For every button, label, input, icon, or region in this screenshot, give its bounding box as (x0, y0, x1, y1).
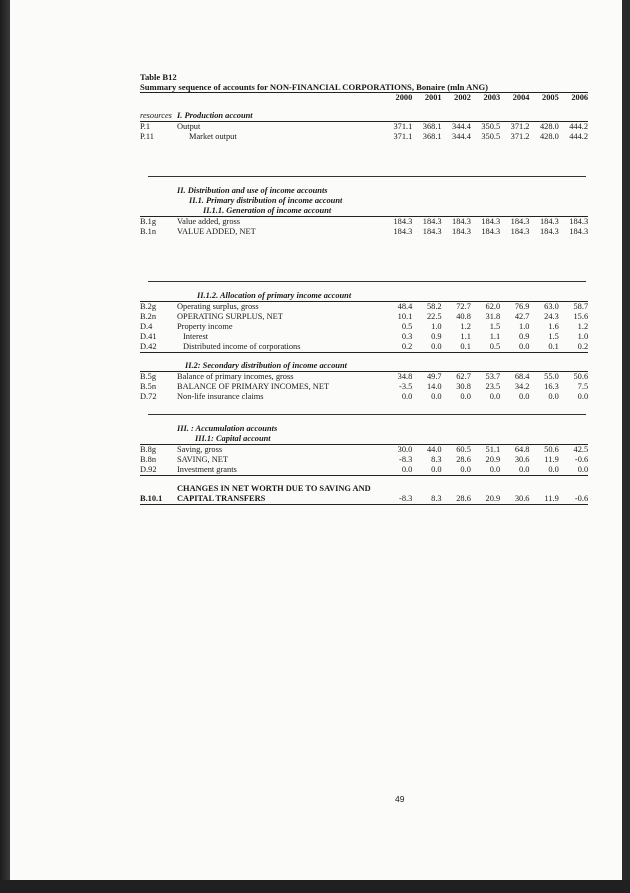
year-header-row (140, 93, 588, 103)
cell-value: 0.3 (401, 332, 413, 341)
cell-value: 0.5 (401, 322, 413, 331)
cell-value: 0.0 (577, 392, 589, 401)
row-label: Interest (183, 332, 209, 341)
table-row (140, 132, 588, 142)
generation-of-income-section (140, 186, 588, 237)
table-row (140, 322, 588, 332)
cell-value: 11.9 (544, 494, 559, 503)
row-code: D.4 (140, 322, 153, 331)
cell-value: 0.0 (548, 392, 559, 401)
cell-value: 1.1 (460, 332, 471, 341)
cell-value: 184.3 (569, 227, 589, 236)
year-col: 2002 (454, 93, 471, 102)
row-label: Investment grants (177, 465, 237, 474)
year-col: 2004 (512, 93, 530, 102)
cell-value: 44.0 (426, 445, 442, 454)
section-heading: III.1: Capital account (195, 434, 271, 443)
cell-value: 42.5 (573, 445, 589, 454)
table-header (140, 72, 588, 103)
production-account-section (140, 111, 588, 142)
cell-value: 28.6 (456, 455, 471, 464)
section-heading: I. Production account (177, 111, 253, 120)
row-code: D.41 (140, 332, 157, 341)
cell-value: 1.5 (489, 322, 501, 331)
row-label: Saving, gross (177, 445, 223, 454)
cell-value: 55.0 (544, 372, 559, 381)
cell-value: 0.1 (548, 342, 559, 351)
cell-value: 0.0 (519, 342, 530, 351)
row-label: BALANCE OF PRIMARY INCOMES, NET (177, 382, 330, 391)
cell-value: 58.2 (426, 302, 442, 311)
cell-value: 0.1 (460, 342, 471, 351)
cell-value: 350.5 (481, 132, 501, 141)
row-code: D.72 (140, 392, 157, 401)
row-label: Balance of primary incomes, gross (177, 372, 294, 381)
row-code: D.42 (140, 342, 157, 351)
cell-value: 371.1 (393, 132, 413, 141)
table-row (140, 302, 588, 313)
cell-value: 344.4 (452, 122, 471, 131)
cell-value: 51.1 (485, 445, 501, 454)
cell-value: 64.8 (514, 445, 530, 454)
cell-value: 0.0 (548, 465, 559, 474)
cell-value: 30.6 (514, 494, 530, 503)
cell-value: 344.4 (452, 132, 471, 141)
cell-value: 1.0 (431, 322, 442, 331)
row-code: B.2g (140, 302, 157, 311)
row-label: Operating surplus, gross (177, 302, 259, 311)
row-label: Market output (189, 132, 237, 141)
row-code: D.92 (140, 465, 157, 474)
cell-value: 0.0 (519, 392, 530, 401)
cell-value: 1.6 (548, 322, 559, 331)
row-code: B.8g (140, 445, 157, 454)
row-code: B.10.1 (140, 494, 163, 503)
cell-value: 16.3 (544, 382, 559, 391)
cell-value: 371.2 (510, 122, 530, 131)
section-divider (148, 414, 586, 415)
cell-value: 1.5 (548, 332, 559, 341)
cell-value: 30.0 (397, 445, 413, 454)
cell-value: 184.3 (569, 217, 589, 226)
cell-value: 30.6 (514, 455, 530, 464)
row-label: Non-life insurance claims (177, 392, 264, 401)
cell-value: 8.3 (431, 455, 442, 464)
cell-value: 1.1 (489, 332, 501, 341)
row-code: B.2n (140, 312, 157, 321)
cell-value: 63.0 (544, 302, 559, 311)
cell-value: 30.8 (456, 382, 471, 391)
row-code: B.1n (140, 227, 157, 236)
cell-value: 68.4 (514, 372, 530, 381)
cell-value: 8.3 (431, 494, 442, 503)
cell-value: 444.2 (569, 132, 589, 141)
row-label: VALUE ADDED, NET (177, 227, 256, 236)
cell-value: 184.3 (481, 227, 501, 236)
cell-value: 60.5 (456, 445, 471, 454)
cell-value: 58.7 (573, 302, 589, 311)
row-label: Output (177, 122, 201, 131)
row-code: B.8n (140, 455, 157, 464)
cell-value: 62.0 (485, 302, 501, 311)
cell-value: 49.7 (426, 372, 442, 381)
cell-value: 184.3 (481, 217, 501, 226)
cell-value: 350.5 (481, 122, 501, 131)
cell-value: 1.2 (460, 322, 471, 331)
cell-value: 184.3 (422, 227, 442, 236)
cell-value: 53.7 (485, 372, 501, 381)
section-heading: II.1. Primary distribution of income account (189, 196, 343, 205)
section-heading: II.1.1. Generation of income account (203, 206, 332, 215)
cell-value: 23.5 (485, 382, 501, 391)
cell-value: 7.5 (577, 382, 589, 391)
cell-value: 371.2 (510, 132, 530, 141)
section-heading: II.1.2. Allocation of primary income account (197, 291, 352, 300)
cell-value: 14.0 (426, 382, 442, 391)
row-label: Distributed income of corporations (183, 342, 301, 351)
cell-value: 444.2 (569, 122, 589, 131)
cell-value: 0.9 (519, 332, 530, 341)
table-row (140, 312, 588, 322)
section-heading: II.2: Secondary distribution of income account (185, 361, 347, 370)
cell-value: 0.0 (431, 465, 442, 474)
cell-value: 1.2 (577, 322, 589, 331)
table-row (140, 227, 588, 237)
table-row (140, 465, 588, 476)
cell-value: 0.0 (431, 392, 442, 401)
section-heading: III. : Accumulation accounts (177, 424, 278, 433)
section-heading: II. Distribution and use of income accounts (177, 186, 328, 195)
cell-value: 0.0 (401, 465, 413, 474)
table-row (140, 372, 588, 383)
cell-value: 1.0 (577, 332, 589, 341)
table-title: Summary sequence of accounts for NON-FINANCIAL CORPORATIONS, Bonaire (mln ANG) (140, 82, 588, 93)
year-col: 2005 (542, 93, 559, 102)
cell-value: 0.9 (431, 332, 442, 341)
cell-value: 0.2 (401, 342, 413, 351)
cell-value: 0.2 (577, 342, 589, 351)
cell-value: 428.0 (539, 122, 559, 131)
cell-value: 40.8 (456, 312, 471, 321)
cell-value: 0.0 (489, 465, 501, 474)
row-code: B.5n (140, 382, 157, 391)
cell-value: 76.9 (514, 302, 530, 311)
cell-value: 184.3 (510, 227, 530, 236)
cell-value: 0.0 (431, 342, 442, 351)
table-row (140, 332, 588, 342)
row-code: B.1g (140, 217, 157, 226)
cell-value: 184.3 (393, 227, 413, 236)
cell-value: 72.7 (456, 302, 471, 311)
cell-value: 62.7 (456, 372, 471, 381)
cell-value: 1.0 (519, 322, 530, 331)
row-code: P.11 (140, 132, 154, 141)
year-col: 2001 (424, 93, 442, 102)
cell-value: 20.9 (485, 494, 501, 503)
cell-value: 11.9 (544, 455, 559, 464)
cell-value: 368.1 (422, 132, 442, 141)
table-row (140, 392, 588, 402)
row-label: Value added, gross (177, 217, 241, 226)
cell-value: -8.3 (399, 455, 413, 464)
row-label: OPERATING SURPLUS, NET (177, 312, 283, 321)
resources-label: resources (140, 111, 172, 120)
cell-value: 34.2 (514, 382, 530, 391)
cell-value: 0.0 (460, 392, 471, 401)
table-row (140, 342, 588, 353)
cell-value: -0.6 (574, 455, 589, 464)
cell-value: 15.6 (573, 312, 589, 321)
row-label: Property income (177, 322, 233, 331)
year-col: 2000 (395, 93, 413, 102)
cell-value: -0.6 (574, 494, 589, 503)
page-bottom-edge (0, 880, 630, 893)
page-number: 49 (395, 794, 405, 804)
cell-value: -8.3 (399, 494, 413, 503)
cell-value: 0.0 (577, 465, 589, 474)
cell-value: 31.8 (485, 312, 501, 321)
cell-value: 184.3 (393, 217, 413, 226)
cell-value: 184.3 (539, 227, 559, 236)
cell-value: 48.4 (397, 302, 413, 311)
year-col: 2006 (571, 93, 589, 102)
final-row-label-line2: CAPITAL TRANSFERS (177, 494, 266, 503)
cell-value: 50.6 (544, 445, 559, 454)
cell-value: 184.3 (510, 217, 530, 226)
section-divider (148, 176, 586, 177)
cell-value: 184.3 (539, 217, 559, 226)
cell-value: 42.7 (514, 312, 530, 321)
row-code: B.5g (140, 372, 157, 381)
cell-value: 371.1 (393, 122, 413, 131)
cell-value: 34.8 (397, 372, 413, 381)
table-id: Table B12 (140, 72, 177, 82)
cell-value: 0.0 (460, 465, 471, 474)
cell-value: 0.0 (519, 465, 530, 474)
row-label: SAVING, NET (177, 455, 229, 464)
cell-value: 184.3 (422, 217, 442, 226)
cell-value: 50.6 (573, 372, 589, 381)
cell-value: 0.5 (489, 342, 501, 351)
cell-value: 10.1 (397, 312, 413, 321)
cell-value: 184.3 (452, 227, 471, 236)
table-row (140, 445, 588, 456)
final-row-label-line1: CHANGES IN NET WORTH DUE TO SAVING AND (177, 484, 371, 493)
cell-value: 0.0 (489, 392, 501, 401)
year-col: 2003 (483, 93, 501, 102)
table-row (140, 382, 588, 392)
accumulation-accounts-section (140, 424, 588, 505)
row-code: P.1 (140, 122, 151, 131)
cell-value: -3.5 (399, 382, 413, 391)
cell-value: 24.3 (544, 312, 559, 321)
cell-value: 20.9 (485, 455, 501, 464)
table-row (140, 494, 588, 505)
cell-value: 428.0 (539, 132, 559, 141)
cell-value: 22.5 (426, 312, 442, 321)
table-row (140, 217, 588, 228)
allocation-of-primary-income-section (140, 291, 588, 402)
binding-spine (0, 0, 10, 893)
cell-value: 368.1 (422, 122, 442, 131)
table-row (140, 455, 588, 465)
cell-value: 28.6 (456, 494, 471, 503)
cell-value: 184.3 (452, 217, 471, 226)
section-divider (148, 281, 586, 282)
table-row (140, 122, 588, 133)
cell-value: 0.0 (401, 392, 413, 401)
